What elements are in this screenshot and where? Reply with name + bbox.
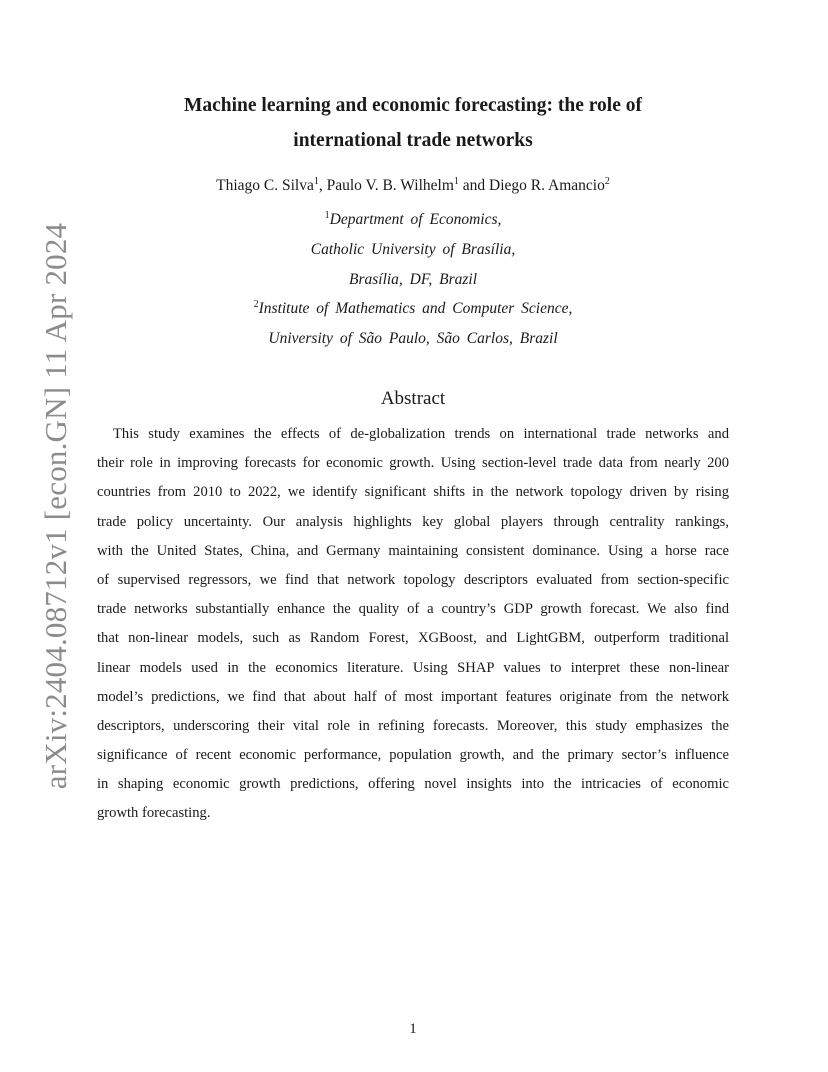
affiliation-text: Brasília, DF, Brazil bbox=[348, 270, 477, 288]
author-list bbox=[100, 176, 726, 196]
abstract-line: their role in improving forecasts for economic growth. Using section-level trade data from nearly 200 bbox=[97, 455, 729, 472]
abstract-line: model’s predictions, we find that about half of most important features originate from the network bbox=[97, 688, 729, 705]
author-name: Diego R. Amancio bbox=[489, 177, 605, 194]
abstract-line: This study examines the effects of de-globalization trends on international trade networks and bbox=[113, 426, 729, 442]
abstract-heading: Abstract bbox=[380, 388, 446, 409]
abstract-line: that non-linear models, such as Random Forest, XGBoost, and LightGBM, outperform traditional bbox=[97, 630, 729, 647]
author-affiliation-marker: 1 bbox=[453, 176, 459, 187]
affiliation-text: University of São Paulo, São Carlos, Brazil bbox=[268, 330, 558, 348]
abstract-line: in shaping economic growth predictions, offering novel insights into the intricacies of economic bbox=[97, 776, 729, 793]
author-name: Paulo V. B. Wilhelm bbox=[326, 177, 454, 194]
affiliation-line bbox=[100, 265, 726, 295]
abstract-line: of supervised regressors, we find that network topology descriptors evaluated from section-specific bbox=[97, 571, 729, 588]
abstract-line: countries from 2010 to 2022, we identify significant shifts in the network topology driven by rising bbox=[97, 484, 729, 501]
arxiv-identifier-stamp: arXiv:2404.08712v1 [econ.GN] 11 Apr 2024 bbox=[38, 222, 73, 790]
affiliation-text: Department of Economics, bbox=[329, 211, 502, 228]
abstract-line: trade networks substantially enhance the quality of a country’s GDP growth forecast. We also find bbox=[97, 601, 729, 618]
abstract-line: linear models used in the economics literature. Using SHAP values to interpret these non-linear bbox=[97, 659, 729, 676]
author-affiliation-marker: 2 bbox=[604, 176, 610, 187]
affiliation-text: Institute of Mathematics and Computer Science, bbox=[258, 300, 573, 318]
author-separator: , bbox=[318, 177, 327, 194]
affiliation-line bbox=[100, 205, 726, 235]
abstract-line: significance of recent economic performance, population growth, and the primary sector’s influence bbox=[97, 747, 729, 764]
title-line-1: Machine learning and economic forecasting: the role of bbox=[183, 95, 642, 116]
title-line-2: international trade networks bbox=[293, 130, 533, 151]
affiliation-line bbox=[100, 294, 726, 324]
paper-title bbox=[100, 88, 726, 158]
affiliation-line bbox=[100, 235, 726, 265]
abstract-line: growth forecasting. bbox=[97, 805, 211, 822]
abstract-body bbox=[97, 420, 729, 829]
affiliation-line bbox=[100, 324, 726, 354]
abstract-line: with the United States, China, and Germany maintaining consistent dominance. Using a horse race bbox=[97, 542, 729, 559]
author-affiliation-marker: 1 bbox=[313, 176, 319, 187]
affiliation-text: Catholic University of Brasília, bbox=[310, 240, 516, 258]
author-separator: and bbox=[458, 177, 490, 194]
author-name: Thiago C. Silva bbox=[216, 177, 314, 194]
affiliation-marker: 1 bbox=[324, 210, 330, 221]
affiliations bbox=[100, 205, 726, 354]
page-number: 1 bbox=[409, 1021, 417, 1037]
abstract-line: descriptors, underscoring their vital role in refining forecasts. Moreover, this study emphasizes the bbox=[97, 717, 729, 734]
affiliation-marker: 2 bbox=[253, 299, 259, 311]
abstract-line: trade policy uncertainty. Our analysis highlights key global players through centrality rankings, bbox=[97, 513, 729, 530]
